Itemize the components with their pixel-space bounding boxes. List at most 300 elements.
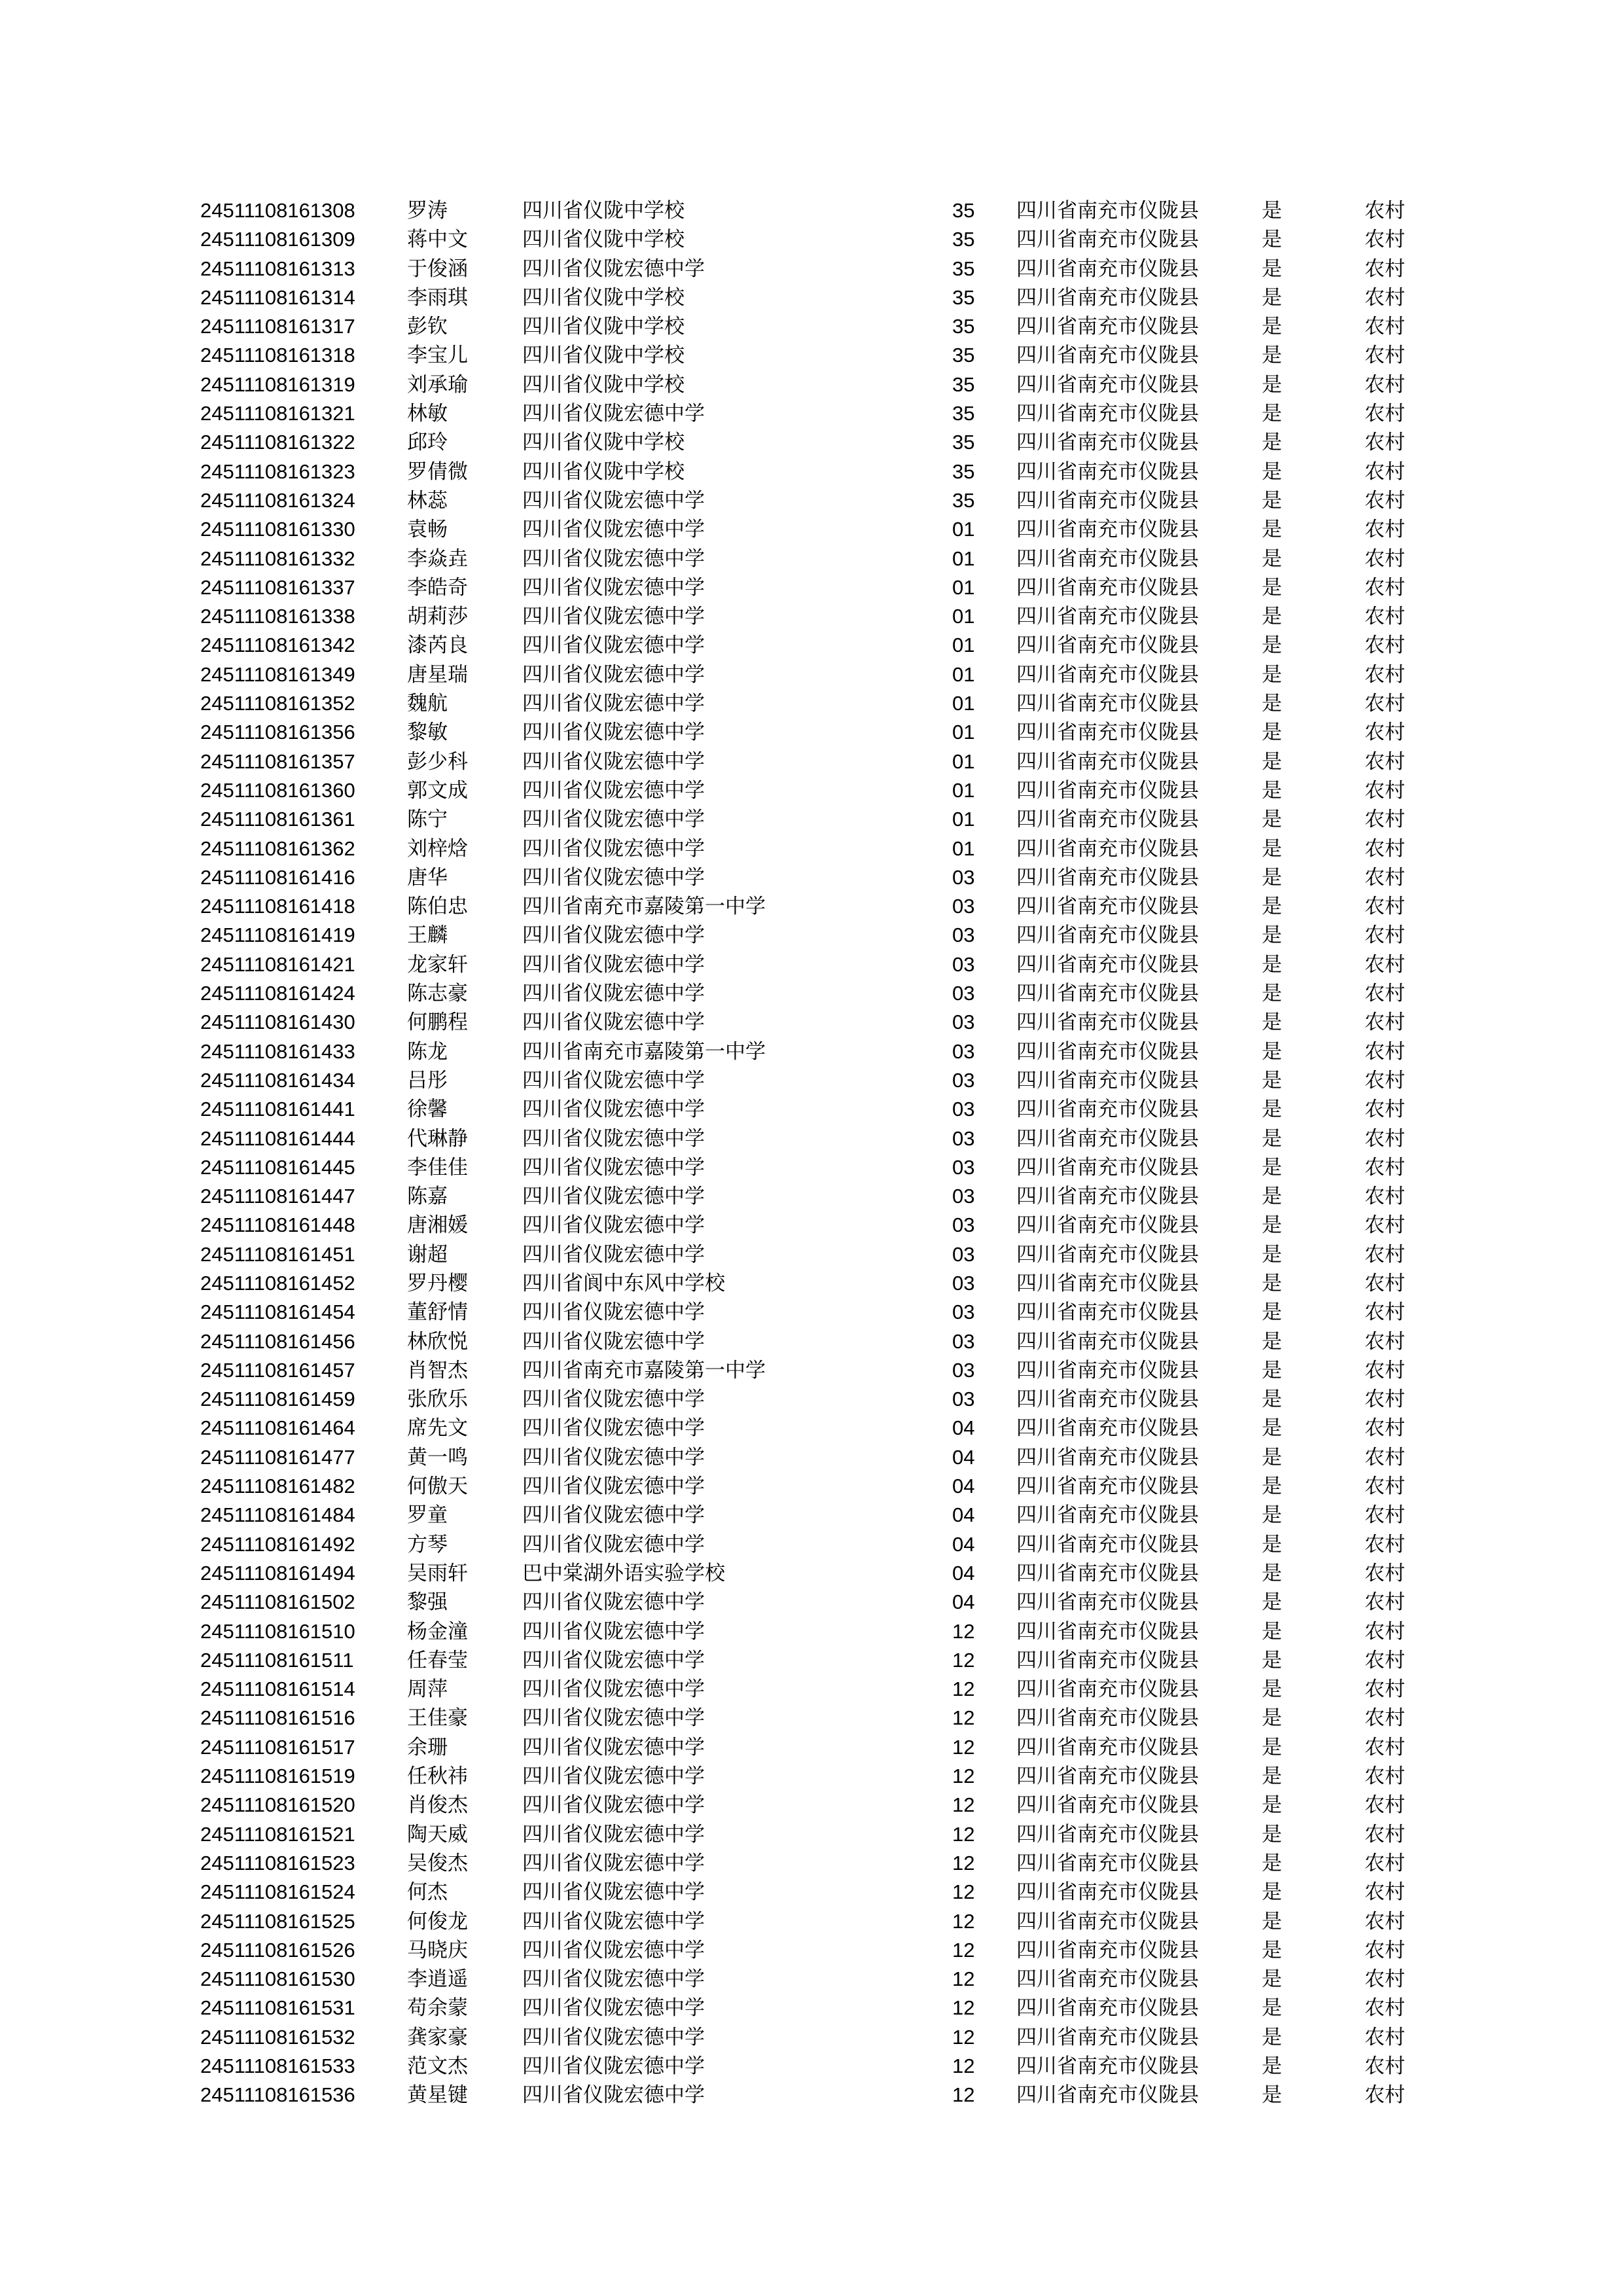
student-id-cell: 24511108161482 <box>200 1475 355 1498</box>
table-row <box>0 805 1623 834</box>
flag-cell: 是 <box>1262 1880 1282 1905</box>
flag-cell: 是 <box>1262 749 1282 774</box>
student-name-cell: 陈志豪 <box>407 982 468 1006</box>
student-id-cell: 24511108161362 <box>200 836 355 860</box>
table-row <box>0 196 1623 225</box>
table-row <box>0 892 1623 921</box>
flag-cell: 是 <box>1262 344 1282 368</box>
school-name-cell: 四川省仪陇宏德中学 <box>522 1851 705 1875</box>
student-name-cell: 李焱垚 <box>407 547 468 571</box>
school-name-cell: 四川省仪陇宏德中学 <box>522 1735 705 1759</box>
student-name-cell: 方琴 <box>407 1532 448 1556</box>
category-code-cell: 35 <box>952 431 975 454</box>
area-type-cell: 农村 <box>1364 344 1405 368</box>
student-id-cell: 24511108161519 <box>200 1765 355 1788</box>
address-cell: 四川省南充市仪陇县 <box>1016 2054 1199 2078</box>
category-code-cell: 01 <box>952 547 975 570</box>
school-name-cell: 四川省仪陇宏德中学 <box>522 1388 705 1412</box>
table-row <box>0 515 1623 544</box>
school-name-cell: 四川省仪陇宏德中学 <box>522 2083 705 2108</box>
table-row <box>0 602 1623 631</box>
student-name-cell: 彭少科 <box>407 749 468 774</box>
student-id-cell: 24511108161360 <box>200 778 355 802</box>
category-code-cell: 35 <box>952 315 975 338</box>
student-name-cell: 刘承瑜 <box>407 372 468 397</box>
school-name-cell: 四川省仪陇宏德中学 <box>522 1706 705 1731</box>
address-cell: 四川省南充市仪陇县 <box>1016 547 1199 571</box>
student-id-cell: 24511108161361 <box>200 808 355 831</box>
area-type-cell: 农村 <box>1364 1358 1405 1382</box>
category-code-cell: 03 <box>952 1271 975 1295</box>
flag-cell: 是 <box>1262 2054 1282 2078</box>
area-type-cell: 农村 <box>1364 1765 1405 1789</box>
address-cell: 四川省南充市仪陇县 <box>1016 692 1199 716</box>
student-id-cell: 24511108161313 <box>200 257 355 280</box>
flag-cell: 是 <box>1262 1996 1282 2020</box>
school-name-cell: 四川省仪陇宏德中学 <box>522 662 705 687</box>
table-row <box>0 1791 1623 1820</box>
category-code-cell: 35 <box>952 402 975 425</box>
student-id-cell: 24511108161444 <box>200 1126 355 1150</box>
area-type-cell: 农村 <box>1364 372 1405 397</box>
student-id-cell: 24511108161416 <box>200 865 355 889</box>
school-name-cell: 四川省仪陇宏德中学 <box>522 1619 705 1643</box>
student-name-cell: 张欣乐 <box>407 1388 468 1412</box>
school-name-cell: 四川省仪陇中学校 <box>522 228 685 252</box>
table-row <box>0 1269 1623 1298</box>
student-name-cell: 吕彤 <box>407 1068 448 1092</box>
student-id-cell: 24511108161317 <box>200 315 355 338</box>
category-code-cell: 03 <box>952 982 975 1005</box>
student-name-cell: 林欣悦 <box>407 1329 468 1354</box>
category-code-cell: 03 <box>952 1068 975 1092</box>
student-id-cell: 24511108161419 <box>200 924 355 947</box>
flag-cell: 是 <box>1262 372 1282 397</box>
student-name-cell: 袁畅 <box>407 518 448 542</box>
school-name-cell: 四川省仪陇宏德中学 <box>522 1126 705 1151</box>
student-name-cell: 邱玲 <box>407 431 448 455</box>
area-type-cell: 农村 <box>1364 1011 1405 1035</box>
student-name-cell: 魏航 <box>407 692 448 716</box>
table-row <box>0 1240 1623 1269</box>
category-code-cell: 03 <box>952 1126 975 1150</box>
student-name-cell: 马晓庆 <box>407 1938 468 1962</box>
area-type-cell: 农村 <box>1364 1619 1405 1643</box>
flag-cell: 是 <box>1262 1561 1282 1585</box>
area-type-cell: 农村 <box>1364 1155 1405 1179</box>
table-row <box>0 1704 1623 1732</box>
category-code-cell: 03 <box>952 1329 975 1353</box>
school-name-cell: 四川省仪陇中学校 <box>522 344 685 368</box>
student-id-cell: 24511108161321 <box>200 402 355 425</box>
school-name-cell: 四川省仪陇宏德中学 <box>522 692 705 716</box>
student-name-cell: 陈嘉 <box>407 1185 448 1209</box>
address-cell: 四川省南充市仪陇县 <box>1016 982 1199 1006</box>
table-row <box>0 486 1623 515</box>
category-code-cell: 04 <box>952 1475 975 1498</box>
table-row <box>0 1472 1623 1501</box>
address-cell: 四川省南充市仪陇县 <box>1016 1300 1199 1325</box>
address-cell: 四川省南充市仪陇县 <box>1016 1677 1199 1702</box>
table-row <box>0 2052 1623 2081</box>
category-code-cell: 35 <box>952 459 975 483</box>
category-code-cell: 12 <box>952 1793 975 1817</box>
table-row <box>0 1008 1623 1037</box>
student-name-cell: 陈龙 <box>407 1039 448 1064</box>
address-cell: 四川省南充市仪陇县 <box>1016 1619 1199 1643</box>
category-code-cell: 03 <box>952 1358 975 1382</box>
flag-cell: 是 <box>1262 1155 1282 1179</box>
flag-cell: 是 <box>1262 1271 1282 1295</box>
flag-cell: 是 <box>1262 1445 1282 1469</box>
area-type-cell: 农村 <box>1364 257 1405 281</box>
table-row <box>0 1907 1623 1936</box>
area-type-cell: 农村 <box>1364 1735 1405 1759</box>
flag-cell: 是 <box>1262 1648 1282 1672</box>
flag-cell: 是 <box>1262 1358 1282 1382</box>
flag-cell: 是 <box>1262 1300 1282 1325</box>
flag-cell: 是 <box>1262 895 1282 919</box>
student-name-cell: 肖俊杰 <box>407 1793 468 1818</box>
table-row <box>0 1414 1623 1443</box>
category-code-cell: 01 <box>952 749 975 773</box>
category-code-cell: 03 <box>952 1300 975 1324</box>
table-row <box>0 689 1623 718</box>
address-cell: 四川省南充市仪陇县 <box>1016 575 1199 600</box>
school-name-cell: 四川省仪陇宏德中学 <box>522 1213 705 1238</box>
student-id-cell: 24511108161418 <box>200 895 355 918</box>
student-name-cell: 何俊龙 <box>407 1909 468 1933</box>
area-type-cell: 农村 <box>1364 808 1405 832</box>
student-id-cell: 24511108161441 <box>200 1098 355 1121</box>
area-type-cell: 农村 <box>1364 1590 1405 1615</box>
area-type-cell: 农村 <box>1364 315 1405 339</box>
flag-cell: 是 <box>1262 982 1282 1006</box>
category-code-cell: 35 <box>952 344 975 367</box>
school-name-cell: 四川省仪陇宏德中学 <box>522 518 705 542</box>
category-code-cell: 12 <box>952 1706 975 1730</box>
category-code-cell: 12 <box>952 1765 975 1788</box>
area-type-cell: 农村 <box>1364 1503 1405 1528</box>
area-type-cell: 农村 <box>1364 1909 1405 1933</box>
area-type-cell: 农村 <box>1364 488 1405 512</box>
student-name-cell: 郭文成 <box>407 778 468 802</box>
school-name-cell: 四川省南充市嘉陵第一中学 <box>522 1358 766 1382</box>
flag-cell: 是 <box>1262 1822 1282 1846</box>
school-name-cell: 四川省仪陇宏德中学 <box>522 1098 705 1122</box>
table-row <box>0 1559 1623 1588</box>
student-id-cell: 24511108161421 <box>200 952 355 976</box>
flag-cell: 是 <box>1262 257 1282 281</box>
category-code-cell: 12 <box>952 2083 975 2107</box>
address-cell: 四川省南充市仪陇县 <box>1016 228 1199 252</box>
student-name-cell: 彭钦 <box>407 315 448 339</box>
table-row <box>0 1095 1623 1124</box>
category-code-cell: 35 <box>952 228 975 251</box>
address-cell: 四川省南充市仪陇县 <box>1016 749 1199 774</box>
school-name-cell: 四川省仪陇宏德中学 <box>522 865 705 889</box>
school-name-cell: 四川省仪陇宏德中学 <box>522 1909 705 1933</box>
address-cell: 四川省南充市仪陇县 <box>1016 808 1199 832</box>
student-name-cell: 吴俊杰 <box>407 1851 468 1875</box>
category-code-cell: 04 <box>952 1445 975 1469</box>
school-name-cell: 四川省仪陇宏德中学 <box>522 1503 705 1528</box>
area-type-cell: 农村 <box>1364 518 1405 542</box>
table-row <box>0 1066 1623 1095</box>
category-code-cell: 35 <box>952 199 975 222</box>
address-cell: 四川省南充市仪陇县 <box>1016 1011 1199 1035</box>
student-name-cell: 何傲天 <box>407 1475 468 1499</box>
flag-cell: 是 <box>1262 605 1282 629</box>
student-name-cell: 黎强 <box>407 1590 448 1615</box>
table-row <box>0 747 1623 776</box>
table-row <box>0 1675 1623 1704</box>
flag-cell: 是 <box>1262 1765 1282 1789</box>
address-cell: 四川省南充市仪陇县 <box>1016 488 1199 512</box>
area-type-cell: 农村 <box>1364 1475 1405 1499</box>
area-type-cell: 农村 <box>1364 1271 1405 1295</box>
student-name-cell: 董舒情 <box>407 1300 468 1325</box>
student-name-cell: 龙家轩 <box>407 952 468 977</box>
flag-cell: 是 <box>1262 1126 1282 1151</box>
student-id-cell: 24511108161430 <box>200 1011 355 1034</box>
flag-cell: 是 <box>1262 1590 1282 1615</box>
student-name-cell: 陶天威 <box>407 1822 468 1846</box>
school-name-cell: 四川省仪陇宏德中学 <box>522 1185 705 1209</box>
student-id-cell: 24511108161356 <box>200 721 355 744</box>
student-id-cell: 24511108161459 <box>200 1388 355 1411</box>
flag-cell: 是 <box>1262 1388 1282 1412</box>
address-cell: 四川省南充市仪陇县 <box>1016 285 1199 310</box>
flag-cell: 是 <box>1262 1329 1282 1354</box>
table-row <box>0 341 1623 370</box>
address-cell: 四川省南充市仪陇县 <box>1016 1590 1199 1615</box>
area-type-cell: 农村 <box>1364 1039 1405 1064</box>
flag-cell: 是 <box>1262 1068 1282 1092</box>
student-name-cell: 周萍 <box>407 1677 448 1702</box>
school-name-cell: 四川省仪陇中学校 <box>522 199 685 223</box>
table-row <box>0 1356 1623 1385</box>
category-code-cell: 35 <box>952 285 975 309</box>
school-name-cell: 四川省仪陇宏德中学 <box>522 257 705 281</box>
table-row <box>0 1878 1623 1907</box>
student-name-cell: 蒋中文 <box>407 228 468 252</box>
area-type-cell: 农村 <box>1364 1532 1405 1556</box>
school-name-cell: 四川省仪陇宏德中学 <box>522 1155 705 1179</box>
student-name-cell: 王佳豪 <box>407 1706 468 1731</box>
address-cell: 四川省南充市仪陇县 <box>1016 1561 1199 1585</box>
address-cell: 四川省南充市仪陇县 <box>1016 1851 1199 1875</box>
address-cell: 四川省南充市仪陇县 <box>1016 1358 1199 1382</box>
school-name-cell: 四川省仪陇中学校 <box>522 459 685 484</box>
student-id-cell: 24511108161451 <box>200 1242 355 1266</box>
school-name-cell: 四川省仪陇宏德中学 <box>522 1532 705 1556</box>
student-name-cell: 杨金潼 <box>407 1619 468 1643</box>
address-cell: 四川省南充市仪陇县 <box>1016 1416 1199 1441</box>
table-row <box>0 1501 1623 1530</box>
flag-cell: 是 <box>1262 865 1282 889</box>
area-type-cell: 农村 <box>1364 1706 1405 1731</box>
category-code-cell: 12 <box>952 2054 975 2077</box>
category-code-cell: 12 <box>952 1851 975 1874</box>
address-cell: 四川省南充市仪陇县 <box>1016 952 1199 977</box>
table-row <box>0 1733 1623 1762</box>
area-type-cell: 农村 <box>1364 547 1405 571</box>
student-name-cell: 黄一鸣 <box>407 1445 468 1469</box>
student-id-cell: 24511108161520 <box>200 1793 355 1817</box>
student-name-cell: 何杰 <box>407 1880 448 1905</box>
student-name-cell: 陈伯忠 <box>407 895 468 919</box>
area-type-cell: 农村 <box>1364 1213 1405 1238</box>
flag-cell: 是 <box>1262 808 1282 832</box>
school-name-cell: 四川省仪陇宏德中学 <box>522 2025 705 2049</box>
student-name-cell: 苟余蒙 <box>407 1996 468 2020</box>
area-type-cell: 农村 <box>1364 1967 1405 1992</box>
area-type-cell: 农村 <box>1364 1329 1405 1354</box>
table-row <box>0 1849 1623 1878</box>
school-name-cell: 四川省仪陇中学校 <box>522 315 685 339</box>
student-id-cell: 24511108161314 <box>200 285 355 309</box>
flag-cell: 是 <box>1262 1532 1282 1556</box>
school-name-cell: 四川省南充市嘉陵第一中学 <box>522 895 766 919</box>
area-type-cell: 农村 <box>1364 1648 1405 1672</box>
student-name-cell: 任秋祎 <box>407 1765 468 1789</box>
student-name-cell: 漆芮良 <box>407 634 468 658</box>
flag-cell: 是 <box>1262 431 1282 455</box>
address-cell: 四川省南充市仪陇县 <box>1016 1909 1199 1933</box>
table-row <box>0 1153 1623 1182</box>
area-type-cell: 农村 <box>1364 721 1405 745</box>
category-code-cell: 12 <box>952 1880 975 1904</box>
school-name-cell: 四川省仪陇宏德中学 <box>522 749 705 774</box>
category-code-cell: 01 <box>952 721 975 744</box>
category-code-cell: 03 <box>952 1388 975 1411</box>
table-row <box>0 457 1623 486</box>
student-name-cell: 罗丹樱 <box>407 1271 468 1295</box>
category-code-cell: 03 <box>952 952 975 976</box>
area-type-cell: 农村 <box>1364 952 1405 977</box>
table-row <box>0 1994 1623 2022</box>
student-id-cell: 24511108161357 <box>200 749 355 773</box>
area-type-cell: 农村 <box>1364 1185 1405 1209</box>
area-type-cell: 农村 <box>1364 1068 1405 1092</box>
table-row <box>0 370 1623 399</box>
student-name-cell: 胡莉莎 <box>407 605 468 629</box>
area-type-cell: 农村 <box>1364 1388 1405 1412</box>
area-type-cell: 农村 <box>1364 199 1405 223</box>
student-name-cell: 罗倩微 <box>407 459 468 484</box>
student-id-cell: 24511108161309 <box>200 228 355 251</box>
category-code-cell: 12 <box>952 1938 975 1962</box>
category-code-cell: 12 <box>952 1996 975 2020</box>
flag-cell: 是 <box>1262 459 1282 484</box>
student-id-cell: 24511108161457 <box>200 1358 355 1382</box>
category-code-cell: 03 <box>952 924 975 947</box>
table-row <box>0 1327 1623 1356</box>
area-type-cell: 农村 <box>1364 634 1405 658</box>
area-type-cell: 农村 <box>1364 2025 1405 2049</box>
area-type-cell: 农村 <box>1364 1098 1405 1122</box>
school-name-cell: 四川省仪陇宏德中学 <box>522 1068 705 1092</box>
flag-cell: 是 <box>1262 228 1282 252</box>
school-name-cell: 四川省仪陇宏德中学 <box>522 1590 705 1615</box>
student-id-cell: 24511108161477 <box>200 1445 355 1469</box>
category-code-cell: 12 <box>952 1822 975 1846</box>
category-code-cell: 12 <box>952 1677 975 1701</box>
area-type-cell: 农村 <box>1364 1126 1405 1151</box>
student-name-cell: 肖智杰 <box>407 1358 468 1382</box>
flag-cell: 是 <box>1262 1619 1282 1643</box>
flag-cell: 是 <box>1262 721 1282 745</box>
address-cell: 四川省南充市仪陇县 <box>1016 257 1199 281</box>
school-name-cell: 四川省仪陇中学校 <box>522 372 685 397</box>
area-type-cell: 农村 <box>1364 865 1405 889</box>
school-name-cell: 四川省仪陇宏德中学 <box>522 1793 705 1818</box>
school-name-cell: 四川省仪陇宏德中学 <box>522 1416 705 1441</box>
category-code-cell: 12 <box>952 1648 975 1672</box>
area-type-cell: 农村 <box>1364 459 1405 484</box>
table-row <box>0 979 1623 1008</box>
address-cell: 四川省南充市仪陇县 <box>1016 1155 1199 1179</box>
area-type-cell: 农村 <box>1364 1445 1405 1469</box>
address-cell: 四川省南充市仪陇县 <box>1016 1213 1199 1238</box>
student-id-cell: 24511108161531 <box>200 1996 355 2020</box>
category-code-cell: 01 <box>952 836 975 860</box>
address-cell: 四川省南充市仪陇县 <box>1016 1242 1199 1266</box>
address-cell: 四川省南充市仪陇县 <box>1016 1271 1199 1295</box>
area-type-cell: 农村 <box>1364 924 1405 948</box>
category-code-cell: 03 <box>952 1011 975 1034</box>
student-id-cell: 24511108161456 <box>200 1329 355 1353</box>
student-id-cell: 24511108161516 <box>200 1706 355 1730</box>
student-name-cell: 李佳佳 <box>407 1155 468 1179</box>
student-id-cell: 24511108161530 <box>200 1967 355 1991</box>
address-cell: 四川省南充市仪陇县 <box>1016 1822 1199 1846</box>
student-name-cell: 李逍遥 <box>407 1967 468 1992</box>
address-cell: 四川省南充市仪陇县 <box>1016 1996 1199 2020</box>
address-cell: 四川省南充市仪陇县 <box>1016 1648 1199 1672</box>
student-id-cell: 24511108161447 <box>200 1185 355 1208</box>
student-name-cell: 刘梓焓 <box>407 836 468 861</box>
category-code-cell: 01 <box>952 808 975 831</box>
table-row <box>0 1298 1623 1327</box>
category-code-cell: 04 <box>952 1561 975 1585</box>
category-code-cell: 03 <box>952 1098 975 1121</box>
category-code-cell: 35 <box>952 372 975 396</box>
area-type-cell: 农村 <box>1364 431 1405 455</box>
category-code-cell: 03 <box>952 1242 975 1266</box>
area-type-cell: 农村 <box>1364 1300 1405 1325</box>
student-id-cell: 24511108161464 <box>200 1416 355 1440</box>
student-name-cell: 陈宁 <box>407 808 448 832</box>
area-type-cell: 农村 <box>1364 778 1405 802</box>
address-cell: 四川省南充市仪陇县 <box>1016 1329 1199 1354</box>
area-type-cell: 农村 <box>1364 1822 1405 1846</box>
student-id-cell: 24511108161445 <box>200 1155 355 1179</box>
address-cell: 四川省南充市仪陇县 <box>1016 1388 1199 1412</box>
student-name-cell: 李皓奇 <box>407 575 468 600</box>
student-name-cell: 唐华 <box>407 865 448 889</box>
school-name-cell: 四川省仪陇宏德中学 <box>522 952 705 977</box>
flag-cell: 是 <box>1262 692 1282 716</box>
category-code-cell: 35 <box>952 488 975 512</box>
student-name-cell: 余珊 <box>407 1735 448 1759</box>
flag-cell: 是 <box>1262 836 1282 861</box>
area-type-cell: 农村 <box>1364 1938 1405 1962</box>
address-cell: 四川省南充市仪陇县 <box>1016 1706 1199 1731</box>
school-name-cell: 四川省仪陇宏德中学 <box>522 778 705 802</box>
student-id-cell: 24511108161517 <box>200 1735 355 1759</box>
